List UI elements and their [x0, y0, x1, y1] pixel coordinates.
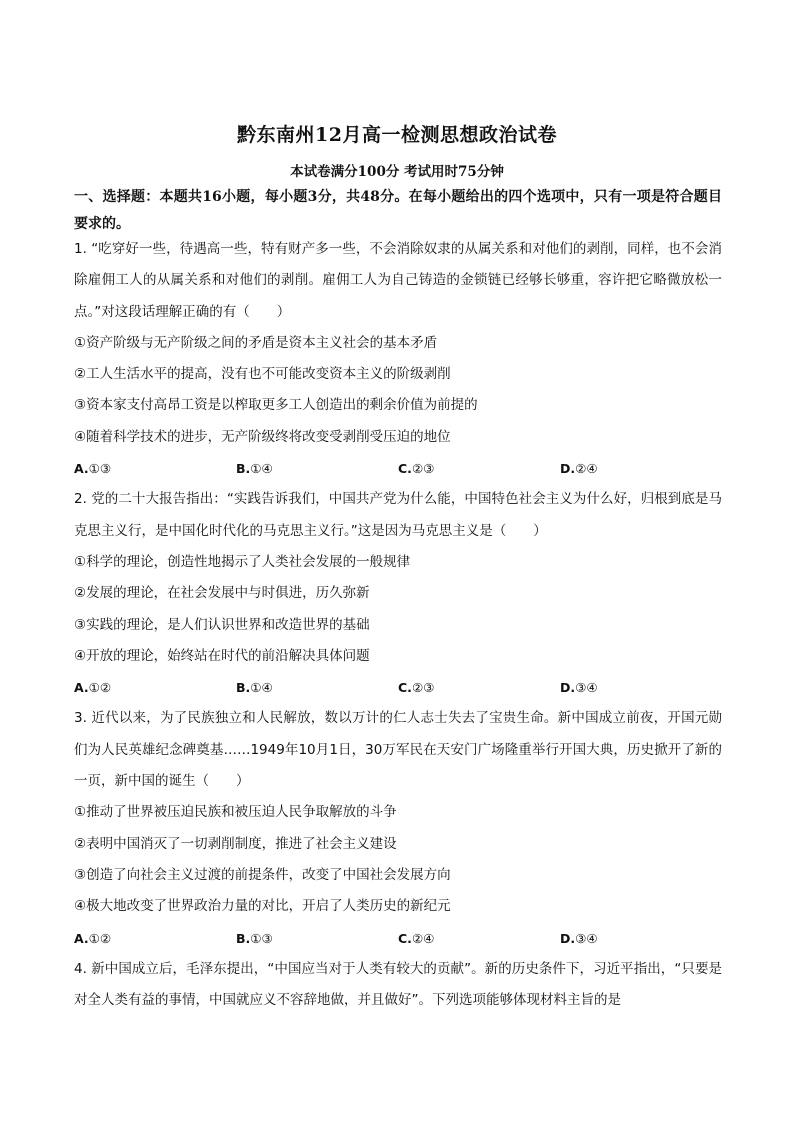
choice-c[interactable]: [398, 672, 560, 703]
statement-option: ②工人生活水平的提高，没有也不可能改变资本主义的阶级剥削: [74, 366, 451, 383]
answer-choices: [74, 923, 722, 954]
choice-letter: A.: [74, 461, 89, 477]
choice-letter: C.: [398, 461, 412, 477]
question-stem: 2. 党的二十大报告指出：“实践告诉我们，中国共产党为什么能，中国特色社会主义为什么好，归根到底是马克思主义行，是中国化时代化的马克思主义行。”这是因为马克思主义是（ ）: [74, 491, 722, 539]
choice-text: ①②: [88, 930, 112, 946]
choice-b[interactable]: [236, 672, 398, 703]
choice-letter: A.: [74, 680, 89, 696]
choice-a[interactable]: [74, 453, 236, 484]
question-4: [74, 954, 722, 1017]
question-stem: 3. 近代以来，为了民族独立和人民解放，数以万计的仁人志士失去了宝贵生命。新中国成立前夜，开国元勋们为人民英雄纪念碑奠基……1949年10月1日，30万军民在天安门广场隆重举行开国大典，历史掀开了新的一页，新中国的诞生（ ）: [74, 710, 722, 790]
choice-c[interactable]: [398, 923, 560, 954]
choice-letter: B.: [236, 461, 251, 477]
choice-d[interactable]: [560, 672, 722, 703]
statement-option: ④随着科学技术的进步，无产阶级终将改变受剥削受压迫的地位: [74, 428, 451, 445]
exam-subtitle: 本试卷满分100分 考试用时75分钟: [290, 164, 504, 180]
question-3: [74, 703, 722, 953]
choice-text: ②③: [411, 461, 435, 477]
statement-option: ②发展的理论，在社会发展中与时俱进，历久弥新: [74, 585, 370, 602]
statement-option: ③实践的理论，是人们认识世界和改造世界的基础: [74, 616, 370, 633]
choice-letter: B.: [236, 680, 251, 696]
answer-choices: [74, 672, 722, 703]
exam-title: 黔东南州12月高一检测思想政治试卷: [237, 124, 557, 146]
statement-option: ①推动了世界被压迫民族和被压迫人民争取解放的斗争: [74, 804, 397, 821]
choice-text: ③④: [575, 930, 598, 946]
choice-text: ①④: [250, 461, 273, 477]
choice-letter: A.: [74, 930, 89, 946]
choice-letter: C.: [398, 930, 412, 946]
choice-text: ①④: [250, 680, 273, 696]
choice-letter: D.: [560, 461, 576, 477]
answer-choices: [74, 453, 722, 484]
choice-letter: C.: [398, 680, 412, 696]
choice-text: ②④: [411, 930, 435, 946]
statement-option: ④极大地改变了世界政治力量的对比，开启了人类历史的新纪元: [74, 898, 451, 915]
choice-b[interactable]: [236, 453, 398, 484]
question-list: [74, 234, 722, 1016]
choice-b[interactable]: [236, 923, 398, 954]
choice-letter: D.: [560, 930, 576, 946]
choice-text: ③④: [575, 680, 598, 696]
statement-option: ④开放的理论，始终站在时代的前沿解决具体问题: [74, 647, 370, 664]
statement-option: ①资产阶级与无产阶级之间的矛盾是资本主义社会的基本矛盾: [74, 334, 438, 351]
choice-text: ②④: [575, 461, 598, 477]
question-stem: 4. 新中国成立后，毛泽东提出，“中国应当对于人类有较大的贡献”。新的历史条件下，习近平指出，“只要是对全人类有益的事情，中国就应义不容辞地做，并且做好”。下列选项能够体现材料主旨的是: [74, 960, 722, 1009]
choice-letter: D.: [560, 680, 576, 696]
statement-option: ③创造了向社会主义过渡的前提条件，改变了中国社会发展方向: [74, 866, 451, 883]
choice-d[interactable]: [560, 923, 722, 954]
question-1: [74, 234, 722, 484]
statement-option: ③资本家支付高昂工资是以榨取更多工人创造出的剩余价值为前提的: [74, 397, 478, 414]
statement-option: ②表明中国消灭了一切剥削制度，推进了社会主义建设: [74, 835, 397, 852]
question-stem: 1. “吃穿好一些，待遇高一些，特有财产多一些，不会消除奴隶的从属关系和对他们的剥削，同样，也不会消除雇佣工人的从属关系和对他们的剥削。雇佣工人为自己铸造的金锁链已经够长够重，容许把它略微放松一点。”对这段话理解正确的有（ ）: [74, 241, 722, 320]
choice-a[interactable]: [74, 672, 236, 703]
choice-text: ①③: [250, 930, 273, 946]
choice-text: ①③: [88, 461, 112, 477]
choice-letter: B.: [236, 930, 251, 946]
question-2: [74, 484, 722, 703]
choice-a[interactable]: [74, 923, 236, 954]
section-heading: 一、选择题：本题共16小题，每小题3分，共48分。在每小题给出的四个选项中，只有一项是符合题目要求的。: [74, 189, 722, 232]
choice-c[interactable]: [398, 453, 560, 484]
choice-d[interactable]: [560, 453, 722, 484]
choice-text: ①②: [88, 680, 112, 696]
choice-text: ②③: [411, 680, 435, 696]
statement-option: ①科学的理论，创造性地揭示了人类社会发展的一般规律: [74, 553, 411, 570]
